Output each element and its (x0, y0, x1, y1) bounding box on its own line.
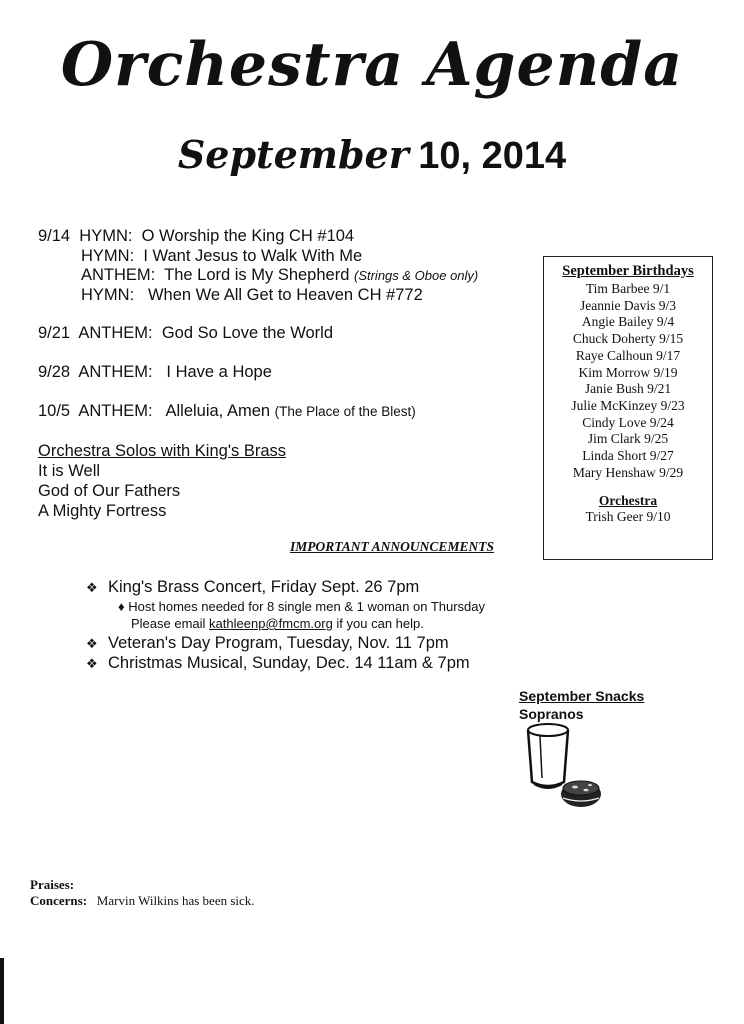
agenda-row (38, 362, 272, 383)
diamond-bullet-icon: ❖ (86, 656, 98, 671)
agenda-title: When We All Get to Heaven CH #772 (147, 286, 423, 304)
birthday-item: Cindy Love 9/24 (582, 414, 674, 430)
snacks-heading: September Snacks (519, 688, 645, 704)
agenda-note: (Strings & Oboe only) (353, 268, 479, 283)
birthdays-box (543, 256, 713, 560)
date-day-year: 10, 2014 (418, 135, 567, 177)
concerns-label: Concerns: (30, 893, 88, 908)
email-link[interactable]: kathleenp@fmcm.org (209, 616, 333, 631)
announcement-subitem (118, 598, 485, 615)
solos-heading: Orchestra Solos with King's Brass (38, 442, 286, 460)
agenda-type-label: ANTHEM: (78, 324, 153, 342)
announcement-subtext: Host homes needed for 8 single men & 1 woman on Thursday (128, 599, 486, 614)
concerns-text: Marvin Wilkins has been sick. (96, 893, 255, 908)
announcement-text: Christmas Musical, Sunday, Dec. 14 11am & 7pm (108, 654, 470, 672)
birthday-item: Jim Clark 9/25 (587, 431, 669, 447)
agenda-date-label: 9/21 (38, 324, 71, 342)
announcement-item (86, 577, 419, 598)
birthday-item: Raye Calhoun 9/17 (575, 347, 681, 363)
birthday-item: Chuck Doherty 9/15 (572, 331, 684, 347)
email-prompt-text: Please email (131, 616, 210, 631)
page-title: Orchestra Agenda (60, 30, 684, 100)
announcement-text: Veteran's Day Program, Tuesday, Nov. 11 7pm (108, 634, 449, 652)
agenda-row (81, 265, 478, 286)
birthday-item: Kim Morrow 9/19 (578, 364, 678, 380)
agenda-date-label: 9/14 (38, 227, 71, 245)
agenda-type-label: HYMN: (81, 247, 135, 265)
concerns-line (30, 893, 255, 909)
agenda-type-label: ANTHEM: (78, 363, 153, 381)
agenda-title: I Have a Hope (166, 363, 272, 381)
birthday-item: Janie Bush 9/21 (584, 381, 672, 397)
agenda-row (38, 323, 333, 344)
agenda-title: The Lord is My Shepherd (164, 266, 350, 284)
agenda-title: O Worship the King CH #104 (141, 227, 355, 245)
praises-label: Praises: (30, 877, 75, 892)
orchestra-solos (38, 441, 286, 521)
birthday-item: Linda Short 9/27 (582, 448, 674, 464)
birthday-item: Tim Barbee 9/1 (585, 281, 671, 296)
agenda-title: God So Love the World (161, 324, 334, 342)
agenda-type-label: HYMN: (81, 286, 135, 304)
birthday-item: Julie McKinzey 9/23 (571, 397, 685, 413)
solo-item: A Mighty Fortress (38, 502, 167, 520)
birthdays-heading: September Birthdays (562, 263, 694, 279)
birthday-item: Mary Henshaw 9/29 (572, 464, 684, 480)
announcement-text: King's Brass Concert, Friday Sept. 26 7pm (108, 578, 420, 596)
agenda-title: Alleluia, Amen (165, 402, 271, 420)
scan-edge-mark (0, 958, 4, 1024)
birthday-item: Jeannie Davis 9/3 (580, 297, 676, 313)
agenda-row (81, 246, 362, 267)
date-month: September (177, 132, 409, 177)
agenda-title: I Want Jesus to Walk With Me (143, 247, 363, 265)
agenda-type-label: HYMN: (79, 227, 133, 245)
solo-item: It is Well (38, 462, 101, 480)
agenda-row (81, 285, 423, 306)
agenda-date-label: 10/5 (38, 402, 71, 420)
announcements-heading: IMPORTANT ANNOUNCEMENTS (290, 539, 494, 554)
agenda-type-label: ANTHEM: (81, 266, 156, 284)
agenda-note: (The Place of the Blest) (274, 404, 416, 419)
diamond-bullet-icon: ❖ (86, 636, 98, 651)
milk-glass-icon (528, 724, 568, 788)
birthday-item: Trish Geer 9/10 (585, 509, 671, 525)
announcement-item (86, 653, 470, 674)
agenda-type-label: ANTHEM: (78, 402, 153, 420)
cookie-icon (561, 781, 601, 807)
diamond-bullet-icon: ♦ (118, 599, 125, 614)
agenda-date-label: 9/28 (38, 363, 71, 381)
orchestra-birthdays-heading: Orchestra (598, 493, 658, 509)
agenda-row (38, 401, 416, 422)
agenda-date (0, 132, 744, 178)
announcement-item (86, 633, 449, 654)
announcement-subitem (131, 615, 424, 632)
solo-item: God of Our Fathers (38, 482, 181, 500)
snacks-group: Sopranos (519, 706, 584, 722)
birthday-item: Angie Bailey 9/4 (581, 314, 675, 330)
email-prompt-suffix: if you can help. (332, 616, 424, 631)
agenda-row (38, 226, 354, 247)
milk-and-cookie-icon (518, 722, 618, 812)
diamond-bullet-icon: ❖ (86, 580, 98, 595)
